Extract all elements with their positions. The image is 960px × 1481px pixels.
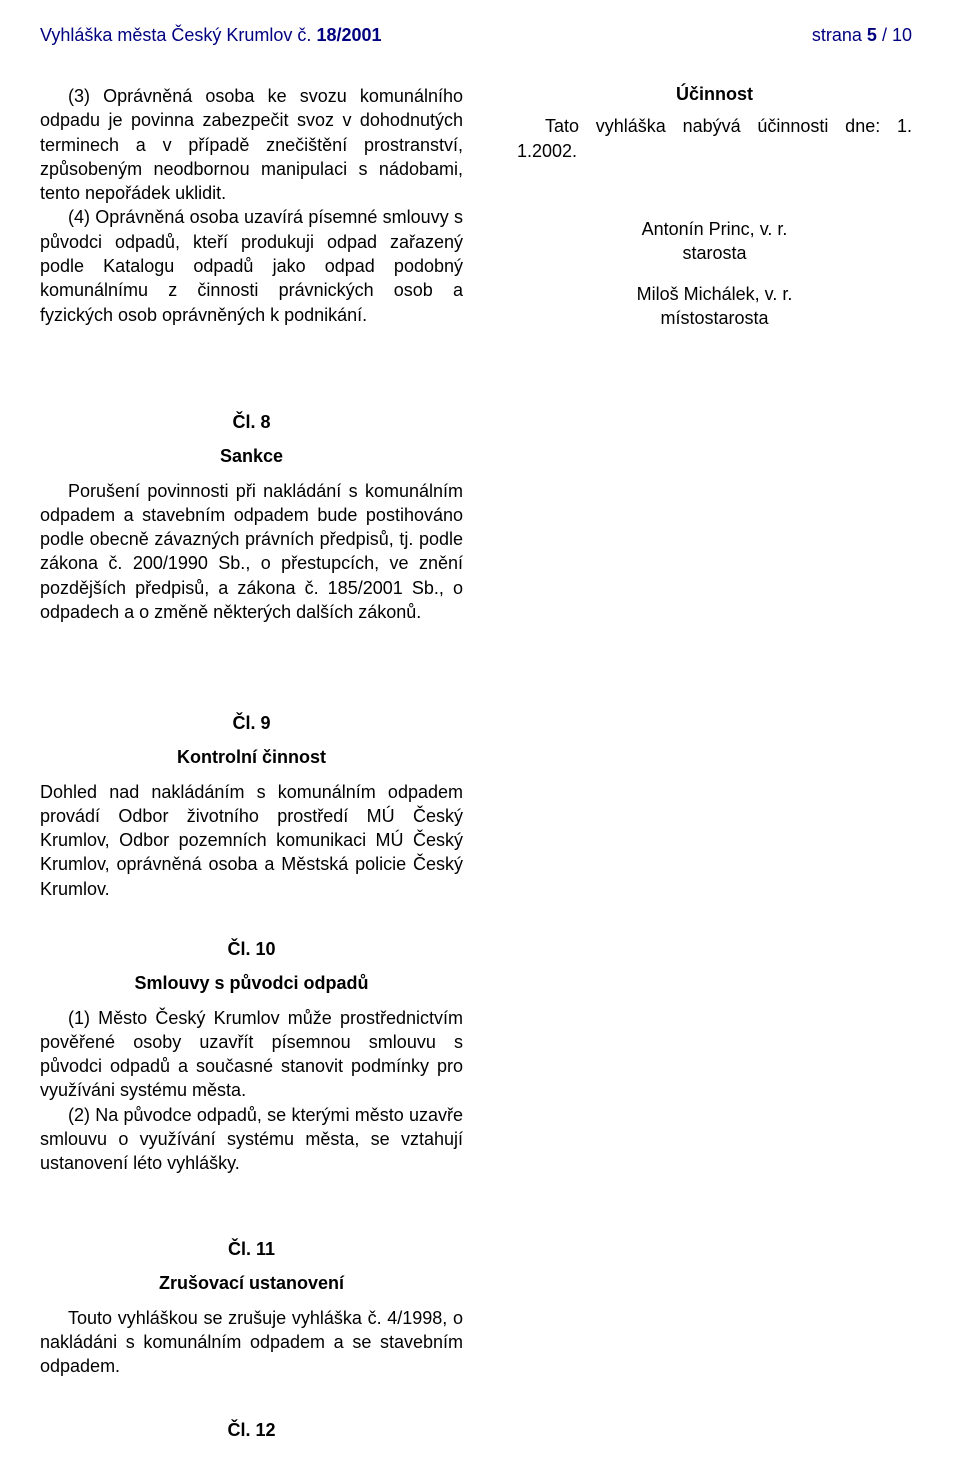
article-10-paragraph-1: (1) Město Český Krumlov může prostřednictvím pověřené osoby uzavřít písemnou smlouvu s původci odpadů a současné stanovit podmínky pro využíváni systému města. <box>40 1007 463 1101</box>
page-current: 5 <box>866 25 877 45</box>
document-number: 18/2001 <box>316 25 382 45</box>
article-9-number: Čl. 9 <box>232 713 271 733</box>
document-title: Vyhláška města Český Krumlov č. 18/2001 <box>40 25 382 45</box>
article-12 <box>40 1418 463 1442</box>
article-8-number: Čl. 8 <box>232 412 271 432</box>
article-12-number: Čl. 12 <box>227 1420 276 1440</box>
article-11-number: Čl. 11 <box>227 1239 276 1259</box>
signer-2-role: místostarosta <box>660 307 769 328</box>
article-11-title: Zrušovací ustanovení <box>158 1273 345 1294</box>
section-paragraphs-3-4 <box>40 84 463 327</box>
article-9 <box>40 711 463 901</box>
paragraph-3: (3) Oprávněná osoba ke svozu komunálního odpadu je povinna zabezpečit svoz v dohodnutých terminech a v případě znečištění prostranství, způsobeným neodbornou manipulaci s nádobami, tento nepořádek uklidit. <box>40 86 463 204</box>
effect-title: Účinnost <box>675 84 753 104</box>
article-8 <box>40 410 463 624</box>
article-11-text: Touto vyhláškou se zrušuje vyhláška č. 4/1998, o nakládáni s komunálním odpadem a se stavebním odpadem. <box>40 1307 463 1377</box>
article-10-title: Smlouvy s původci odpadů <box>134 973 369 994</box>
signatures <box>517 217 912 330</box>
paragraph-4: (4) Oprávněná osoba uzavírá písemné smlouvy s původci odpadů, kteří produkuji odpad zařazený podle Katalogu odpadů jako odpad podobný komunálnímu z činnosti právnických osob a fyzických osob oprávněných k podnikání. <box>40 207 463 325</box>
signer-2-name: Miloš Michálek, v. r. <box>636 283 793 304</box>
article-9-text: Dohled nad nakládáním s komunálním odpadem provádí Odbor životního prostředí MÚ Český Krumlov, Odbor pozemních komunikaci MÚ Český Krumlov, oprávněná osoba a Městská policie Český Krumlov. <box>40 781 463 899</box>
page-header <box>40 25 912 55</box>
article-9-title: Kontrolní činnost <box>177 747 326 768</box>
article-10 <box>40 937 463 1176</box>
article-8-title: Sankce <box>219 446 284 467</box>
effect-text: Tato vyhláška nabývá účinnosti dne: 1. 1.2002. <box>517 116 912 161</box>
page-indicator: strana 5 / 10 <box>811 25 912 45</box>
signer-1-role: starosta <box>682 243 747 264</box>
signer-1-name: Antonín Princ, v. r. <box>641 219 788 239</box>
article-10-number: Čl. 10 <box>227 939 276 959</box>
page-total: 10 <box>891 25 912 45</box>
article-10-paragraph-2: (2) Na původce odpadů, se kterými město uzavře smlouvu o využívání systému města, se vztahují ustanovení léto vyhlášky. <box>40 1104 463 1174</box>
article-8-text: Porušení povinnosti při nakládání s komunálním odpadem a stavebním odpadem bude postihováno podle obecně závazných právních předpisů, tj. podle zákona č. 200/1990 Sb., o přestupcích, ve znění pozdějších předpisů, a zákona č. 185/2001 Sb., o odpadech a o změně některých dalších zákonů. <box>40 480 463 623</box>
effect-section <box>517 82 912 163</box>
article-11 <box>40 1237 463 1378</box>
